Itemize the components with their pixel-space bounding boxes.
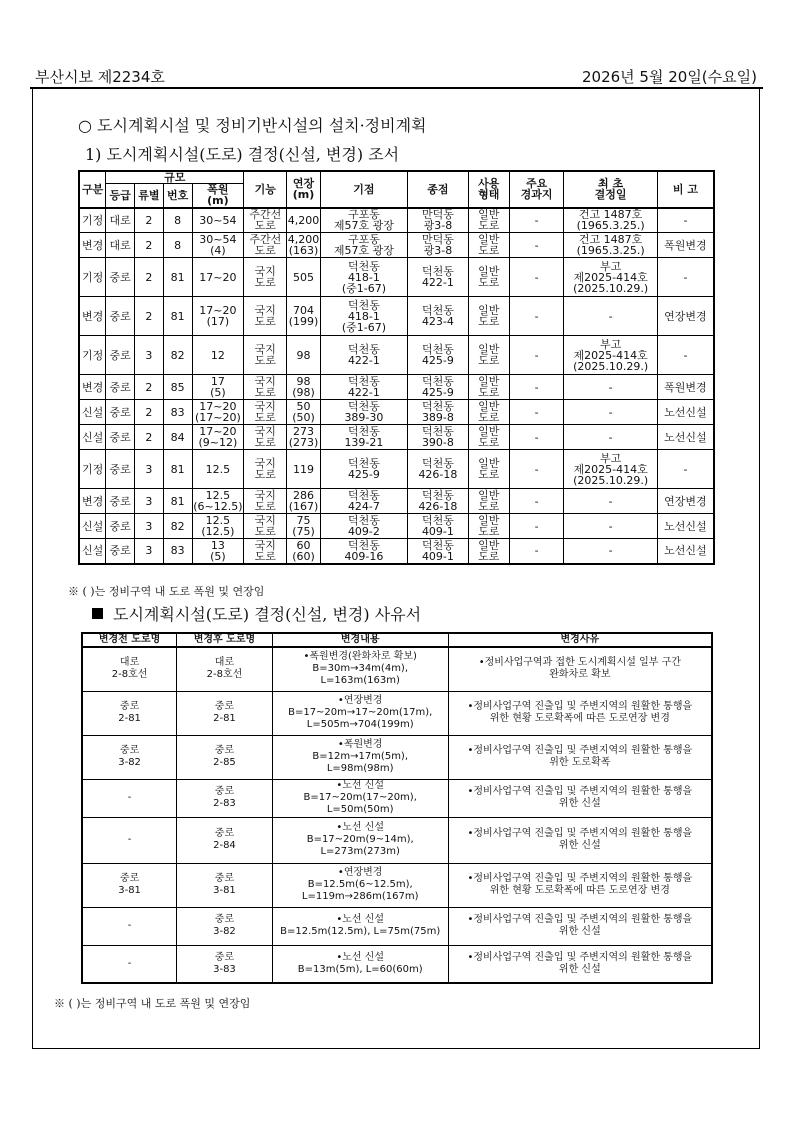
cell-first: -	[564, 539, 658, 564]
cell-width: 12.5 (12.5)	[192, 514, 244, 539]
cell-class: 2	[134, 233, 163, 258]
cell-class: 3	[134, 489, 163, 514]
cell-function: 국지 도로	[244, 425, 287, 450]
cell-content: •폭원변경 B=12m→17m(5m), L=98m(98m)	[272, 735, 448, 779]
cell-before: 대로 2-8호선	[82, 647, 177, 691]
cell-first: -	[564, 489, 658, 514]
cell-function: 국지 도로	[244, 450, 287, 489]
square-bullet-icon	[92, 608, 103, 619]
cell-before: -	[82, 779, 177, 817]
cell-before: 중로 3-81	[82, 863, 177, 907]
cell-start: 덕천동 422-1	[320, 336, 407, 375]
cell-length: 60 (60)	[287, 539, 320, 564]
cell-number: 82	[163, 336, 192, 375]
cell-major: -	[509, 425, 563, 450]
cell-major: -	[509, 539, 563, 564]
cell-content: •연장변경 B=12.5m(6~12.5m), L=119m→286m(167m)	[272, 863, 448, 907]
cell-major: -	[509, 233, 563, 258]
cell-first: -	[564, 400, 658, 425]
header-gyumo: 규모	[106, 171, 244, 184]
subtitle: 1) 도시계획시설(도로) 결정(신설, 변경) 조서	[85, 145, 400, 164]
cell-first: -	[564, 297, 658, 336]
reason-title-text: 도시계획시설(도로) 결정(신설, 변경) 사유서	[113, 605, 422, 624]
table-row	[82, 907, 712, 945]
header-first: 최 초 결정일	[564, 171, 658, 208]
cell-after: 대로 2-8호선	[177, 647, 273, 691]
cell-class: 2	[134, 425, 163, 450]
cell-first: 건고 1487호 (1965.3.25.)	[564, 233, 658, 258]
cell-class: 2	[134, 258, 163, 297]
cell-length: 505	[287, 258, 320, 297]
cell-usage: 일반 도로	[468, 233, 509, 258]
table-row	[82, 647, 712, 691]
cell-gubun: 신설	[79, 425, 106, 450]
cell-width: 12	[192, 336, 244, 375]
cell-major: -	[509, 297, 563, 336]
header-end: 종점	[408, 171, 469, 208]
section-title: ○ 도시계획시설 및 정비기반시설의 설치·정비계획	[78, 116, 427, 135]
cell-after: 중로 2-84	[177, 817, 273, 863]
table-row	[82, 817, 712, 863]
cell-width: 12.5 (6~12.5)	[193, 489, 243, 513]
cell-width: 12.5	[192, 450, 244, 489]
cell-function: 국지 도로	[244, 514, 287, 539]
cell-length: 273 (273)	[288, 425, 319, 449]
cell-end: 덕천동 426-18	[408, 489, 469, 514]
cell-first: 부고 제2025-414호 (2025.10.29.)	[564, 336, 658, 375]
cell-first: -	[564, 514, 658, 539]
cell-number: 83	[163, 539, 192, 564]
cell-major: -	[509, 336, 563, 375]
cell-number: 81	[163, 450, 192, 489]
cell-usage: 일반 도로	[468, 375, 509, 400]
cell-end: 덕천동 389-8	[408, 400, 469, 425]
cell-remarks: -	[657, 208, 714, 233]
cell-class: 2	[134, 297, 163, 336]
cell-end: 덕천동 390-8	[408, 425, 469, 450]
cell-class: 2	[134, 400, 163, 425]
cell-content: •노선 신설 B=17~20m(17~20m), L=50m(50m)	[272, 779, 448, 817]
header-after: 변경후 도로명	[177, 633, 273, 647]
cell-content: •연장변경 B=17~20m→17~20m(17m), L=505m→704(199m)	[272, 691, 448, 735]
cell-before: -	[82, 817, 177, 863]
cell-start: 덕천동 422-1	[320, 375, 407, 400]
table-row	[79, 375, 714, 400]
cell-gubun: 변경	[79, 297, 106, 336]
cell-usage: 일반 도로	[468, 336, 509, 375]
cell-length: 50 (50)	[287, 400, 320, 425]
cell-class: 3	[134, 450, 163, 489]
cell-remarks: 노선신설	[657, 425, 714, 450]
cell-function: 국지 도로	[244, 258, 287, 297]
cell-number: 81	[163, 297, 192, 336]
cell-first: -	[564, 375, 658, 400]
cell-content: •노선 신설 B=12.5m(12.5m), L=75m(75m)	[272, 907, 448, 945]
header-major: 주요 경과지	[509, 171, 563, 208]
cell-class: 3	[134, 539, 163, 564]
cell-grade: 중로	[106, 400, 135, 425]
table-row	[82, 779, 712, 817]
table-row	[82, 691, 712, 735]
cell-number: 8	[163, 208, 192, 233]
cell-after: 중로 2-83	[177, 779, 273, 817]
cell-remarks: 노선신설	[657, 514, 714, 539]
header-number: 번호	[163, 184, 192, 208]
table-row	[82, 945, 712, 983]
header-reason: 변경사유	[448, 633, 712, 647]
header-usage: 사용 형태	[468, 171, 509, 208]
cell-width: 17~20 (17~20)	[192, 400, 244, 425]
cell-end: 덕천동 425-9	[408, 375, 469, 400]
change-reason-rows	[82, 647, 712, 983]
cell-first: 부고 제2025-414호 (2025.10.29.)	[564, 450, 658, 489]
cell-start: 덕천동 418-1 (중1-67)	[320, 297, 407, 336]
cell-grade: 중로	[106, 514, 135, 539]
table-row	[79, 233, 714, 258]
table-row	[79, 258, 714, 297]
cell-end: 덕천동 425-9	[408, 336, 469, 375]
cell-class: 2	[134, 208, 163, 233]
cell-remarks: 연장변경	[657, 489, 714, 514]
header-start: 기점	[320, 171, 407, 208]
cell-length: 704 (199)	[287, 297, 320, 336]
cell-major: -	[509, 375, 563, 400]
table-row	[79, 297, 714, 336]
cell-start: 덕천동 139-21	[320, 425, 407, 450]
cell-gubun: 기정	[79, 336, 106, 375]
cell-width: 17~20	[192, 258, 244, 297]
cell-gubun: 신설	[79, 514, 106, 539]
cell-start: 덕천동 409-2	[320, 514, 407, 539]
cell-start: 구포동 제57호 광장	[320, 233, 407, 258]
change-reason-table	[81, 632, 713, 984]
cell-remarks: -	[657, 258, 714, 297]
cell-after: 중로 3-82	[177, 907, 273, 945]
cell-grade: 중로	[106, 336, 135, 375]
cell-number: 8	[163, 233, 192, 258]
road-decision-table	[78, 170, 715, 565]
cell-remarks: -	[657, 336, 714, 375]
header-remarks: 비 고	[657, 171, 714, 208]
cell-after: 중로 2-81	[177, 691, 273, 735]
table-row	[82, 863, 712, 907]
cell-class: 3	[134, 514, 163, 539]
cell-before: -	[82, 945, 177, 983]
cell-gubun: 변경	[79, 375, 106, 400]
bulletin-issue: 부산시보 제2234호	[35, 68, 165, 86]
cell-major: -	[509, 514, 563, 539]
table-row	[82, 735, 712, 779]
cell-function: 국지 도로	[244, 400, 287, 425]
cell-width: 17 (5)	[192, 375, 244, 400]
cell-length: 4,200	[287, 208, 320, 233]
table-row	[79, 336, 714, 375]
cell-grade: 중로	[106, 539, 135, 564]
header-grade: 등급	[106, 184, 135, 208]
cell-reason: •정비사업구역 진출입 및 주변지역의 원활한 통행을 위한 현황 도로확폭에 따른 도로연장 변경	[448, 863, 712, 907]
cell-reason: •정비사업구역 진출입 및 주변지역의 원활한 통행을 위한 신설	[448, 779, 712, 817]
cell-after: 중로 3-83	[177, 945, 273, 983]
reason-section-title	[92, 602, 421, 625]
cell-remarks: 연장변경	[657, 297, 714, 336]
cell-length: 98	[287, 336, 320, 375]
cell-first: 부고 제2025-414호 (2025.10.29.)	[564, 258, 658, 297]
cell-start: 덕천동 425-9	[320, 450, 407, 489]
cell-content: •노선 신설 B=17~20m(9~14m), L=273m(273m)	[272, 817, 448, 863]
bulletin-date: 2026년 5월 20일(수요일)	[582, 68, 757, 86]
table-row	[79, 400, 714, 425]
header-length: 연장 (m)	[287, 171, 320, 208]
cell-grade: 중로	[106, 375, 135, 400]
cell-number: 84	[163, 425, 192, 450]
cell-function: 국지 도로	[244, 375, 287, 400]
cell-gubun: 신설	[79, 539, 106, 564]
note-parentheses: ※ ( )는 정비구역 내 도로 폭원 및 연장임	[68, 585, 265, 598]
cell-width: 17~20 (9~12)	[192, 425, 244, 450]
cell-end: 덕천동 426-18	[408, 450, 469, 489]
cell-major: -	[509, 208, 563, 233]
cell-usage: 일반 도로	[468, 208, 509, 233]
cell-before: 중로 3-82	[82, 735, 177, 779]
cell-width: 13 (5)	[192, 539, 244, 564]
cell-start: 덕천동 418-1 (중1-67)	[320, 258, 407, 297]
cell-length: 286 (167)	[288, 489, 319, 513]
cell-after: 중로 3-81	[177, 863, 273, 907]
header-width: 폭원 (m)	[192, 184, 244, 208]
cell-function: 국지 도로	[244, 336, 287, 375]
cell-major: -	[509, 258, 563, 297]
cell-usage: 일반 도로	[468, 514, 509, 539]
cell-reason: •정비사업구역 진출입 및 주변지역의 원활한 통행을 위한 현황 도로확폭에 따른 도로연장 변경	[448, 691, 712, 735]
table-row	[79, 514, 714, 539]
cell-width: 30~54 (4)	[192, 233, 244, 258]
table-row	[79, 450, 714, 489]
cell-class: 2	[134, 375, 163, 400]
cell-reason: •정비사업구역 진출입 및 주변지역의 원활한 통행을 위한 신설	[448, 817, 712, 863]
cell-major: -	[509, 450, 563, 489]
cell-first: -	[564, 425, 658, 450]
cell-number: 85	[163, 375, 192, 400]
cell-start: 덕천동 409-16	[320, 539, 407, 564]
cell-start: 덕천동 424-7	[320, 489, 407, 514]
cell-remarks: 노선신설	[657, 539, 714, 564]
cell-length: 119	[287, 450, 320, 489]
cell-usage: 일반 도로	[468, 297, 509, 336]
header-class: 류별	[134, 184, 163, 208]
cell-first: 건고 1487호 (1965.3.25.)	[564, 208, 658, 233]
cell-start: 덕천동 389-30	[320, 400, 407, 425]
cell-number: 81	[163, 258, 192, 297]
cell-length: 98 (98)	[287, 375, 320, 400]
cell-major: -	[509, 489, 563, 514]
cell-end: 덕천동 422-1	[408, 258, 469, 297]
cell-gubun: 변경	[79, 233, 106, 258]
cell-usage: 일반 도로	[468, 258, 509, 297]
cell-content: •노선 신설 B=13m(5m), L=60(60m)	[272, 945, 448, 983]
cell-gubun: 신설	[79, 400, 106, 425]
cell-usage: 일반 도로	[468, 400, 509, 425]
cell-gubun: 변경	[79, 489, 106, 514]
cell-width: 30~54	[192, 208, 244, 233]
header-gubun: 구분	[79, 171, 106, 208]
cell-class: 3	[134, 336, 163, 375]
cell-function: 주간선 도로	[244, 208, 287, 233]
cell-reason: •정비사업구역 진출입 및 주변지역의 원활한 통행을 위한 신설	[448, 945, 712, 983]
cell-after: 중로 2-85	[177, 735, 273, 779]
cell-reason: •정비사업구역과 접한 도시계획시설 일부 구간 완화차로 확보	[448, 647, 712, 691]
table-row	[79, 208, 714, 233]
cell-usage: 일반 도로	[468, 425, 509, 450]
cell-usage: 일반 도로	[468, 539, 509, 564]
cell-before: 중로 2-81	[82, 691, 177, 735]
cell-grade: 대로	[106, 233, 135, 258]
cell-grade: 중로	[106, 297, 135, 336]
road-decision-rows	[79, 208, 714, 564]
cell-end: 덕천동 409-1	[408, 514, 469, 539]
cell-usage: 일반 도로	[468, 450, 509, 489]
cell-grade: 중로	[106, 258, 135, 297]
cell-grade: 중로	[106, 450, 135, 489]
cell-function: 국지 도로	[244, 539, 287, 564]
header-function: 기능	[244, 171, 287, 208]
cell-remarks: 노선신설	[657, 400, 714, 425]
table-row	[79, 489, 714, 514]
cell-reason: •정비사업구역 진출입 및 주변지역의 원활한 통행을 위한 도로확폭	[448, 735, 712, 779]
cell-end: 만덕동 광3-8	[408, 233, 469, 258]
header-before: 변경전 도로명	[82, 633, 177, 647]
table-row	[79, 539, 714, 564]
cell-function: 주간선 도로	[244, 233, 287, 258]
cell-number: 81	[163, 489, 192, 514]
cell-reason: •정비사업구역 진출입 및 주변지역의 원활한 통행을 위한 신설	[448, 907, 712, 945]
cell-grade: 대로	[106, 208, 135, 233]
cell-start: 구포동 제57호 광장	[320, 208, 407, 233]
header-content: 변경내용	[272, 633, 448, 647]
cell-gubun: 기정	[79, 450, 106, 489]
cell-before: -	[82, 907, 177, 945]
note-parentheses-2: ※ ( )는 정비구역 내 도로 폭원 및 연장임	[54, 997, 251, 1010]
cell-gubun: 기정	[79, 208, 106, 233]
cell-gubun: 기정	[79, 258, 106, 297]
cell-end: 덕천동 423-4	[408, 297, 469, 336]
cell-number: 83	[163, 400, 192, 425]
cell-major: -	[509, 400, 563, 425]
cell-length: 75 (75)	[287, 514, 320, 539]
cell-end: 만덕동 광3-8	[408, 208, 469, 233]
cell-remarks: 폭원변경	[657, 233, 714, 258]
cell-grade: 중로	[106, 489, 135, 514]
cell-usage: 일반 도로	[468, 489, 509, 514]
cell-remarks: -	[657, 450, 714, 489]
cell-length: 4,200 (163)	[287, 233, 320, 257]
cell-end: 덕천동 409-1	[408, 539, 469, 564]
cell-number: 82	[163, 514, 192, 539]
cell-grade: 중로	[106, 425, 135, 450]
cell-function: 국지 도로	[244, 297, 287, 336]
cell-content: •폭원변경(완화차로 확보) B=30m→34m(4m), L=163m(163m)	[272, 647, 448, 691]
table-row	[79, 425, 714, 450]
cell-remarks: 폭원변경	[657, 375, 714, 400]
cell-width: 17~20 (17)	[192, 297, 244, 336]
cell-function: 국지 도로	[244, 489, 287, 514]
